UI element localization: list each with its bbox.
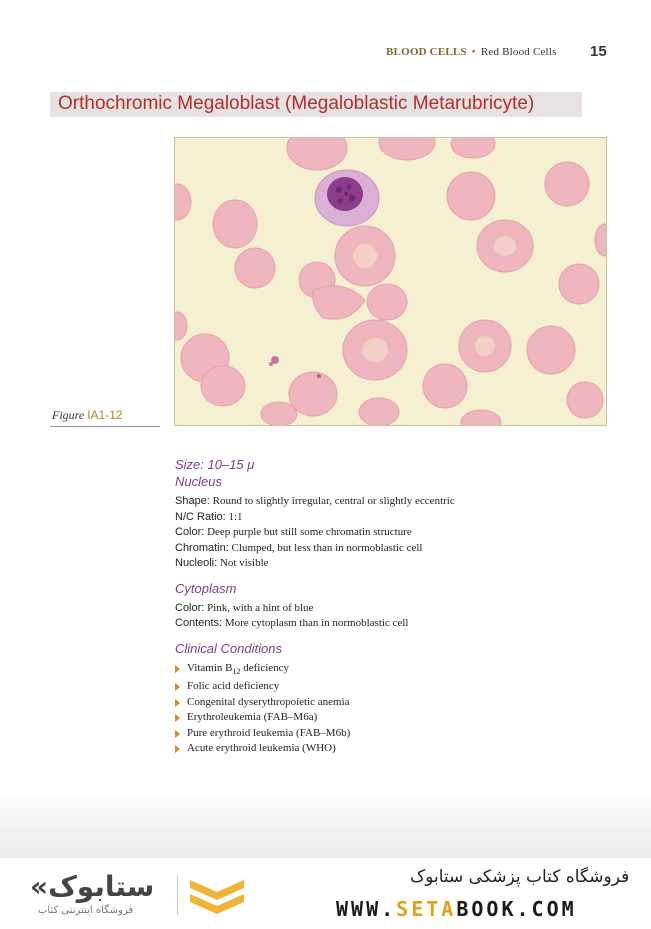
content-area (175, 456, 595, 757)
bullet-icon (175, 665, 180, 673)
page-title: Orthochromic Megaloblast (Megaloblastic Metarubricyte) (58, 93, 535, 114)
micrograph-image (174, 137, 607, 426)
bullet-icon (175, 745, 180, 753)
cytoplasm-row-color (175, 601, 595, 617)
bullet-icon (175, 730, 180, 738)
cytoplasm-color-key: Color: (175, 601, 205, 614)
size-heading: Size: 10–15 μ (175, 457, 255, 472)
nucleus-heading: Nucleus (175, 474, 222, 489)
logo-divider (177, 875, 178, 915)
figure-label (52, 408, 123, 423)
logo-text[interactable]: «ستابوک (30, 870, 155, 903)
list-item (175, 679, 595, 695)
page-number: 15 (590, 43, 607, 60)
cytoplasm-heading: Cytoplasm (175, 580, 237, 596)
nucleus-color-key: Color: (175, 526, 205, 538)
list-item (175, 726, 595, 742)
header-separator: • (471, 46, 476, 58)
nucleus-row-color (175, 525, 595, 541)
figure-number: IA1-12 (87, 408, 123, 422)
chromatin-value: Clumped, but less than in normoblastic cell (228, 541, 423, 554)
cytoplasm-row-contents (175, 616, 595, 632)
clinical-item-text: Folic acid deficiency (187, 680, 280, 693)
contents-value: More cytoplasm than in normoblastic cell (222, 617, 409, 629)
cytoplasm-color-value: Pink, with a hint of blue (204, 601, 314, 614)
header-section-label: BLOOD CELLS (386, 46, 467, 58)
list-item (175, 695, 595, 711)
bullet-icon (175, 683, 180, 691)
page-fade (0, 790, 651, 860)
bullet-icon (175, 714, 180, 722)
figure-prefix: Figure (52, 408, 85, 422)
nucleus-row-nucleoli (175, 556, 595, 572)
b12-suffix: deficiency (240, 661, 290, 674)
clinical-item-text: Congenital dyserythropoietic anemia (187, 695, 350, 708)
url-post: BOOK.COM (456, 897, 577, 921)
chromatin-key: Chromatin: (175, 541, 229, 554)
nucleus-row-chromatin (175, 541, 595, 557)
b12-prefix: Vitamin B (187, 661, 233, 674)
shape-key: Shape: (175, 495, 210, 507)
list-item (175, 741, 595, 757)
store-url[interactable] (336, 897, 577, 921)
contents-key: Contents: (175, 617, 223, 629)
store-name: فروشگاه کتاب پزشکی ستابوک (410, 867, 630, 887)
b12-sub: 12 (232, 666, 241, 676)
nucleus-color-value: Deep purple but still some chromatin structure (204, 526, 412, 538)
list-item (175, 661, 595, 680)
clinical-item-text: Erythroleukemia (FAB–M6a) (187, 711, 318, 724)
logo-subtitle: فروشگاه اینترنتی کتاب (38, 905, 134, 916)
header-subsection: Red Blood Cells (480, 46, 557, 58)
shape-value: Round to slightly irregular, central or slightly eccentric (209, 495, 455, 507)
clinical-item-text: Pure erythroid leukemia (FAB–M6b) (187, 726, 351, 739)
clinical-heading: Clinical Conditions (175, 640, 282, 656)
nc-ratio-key: N/C Ratio: (175, 510, 226, 523)
bullet-icon (175, 699, 180, 707)
nucleoli-key: Nucleoli: (175, 557, 218, 569)
header-section (386, 46, 557, 58)
url-highlight: SETA (396, 897, 457, 921)
url-pre: WWW. (336, 897, 397, 921)
list-item (175, 710, 595, 726)
logo-chevron-icon (186, 876, 248, 918)
nucleus-row-nc-ratio (175, 510, 595, 526)
figure-rule (50, 426, 160, 427)
nucleoli-value: Not visible (217, 557, 269, 569)
clinical-list (175, 661, 595, 757)
clinical-item-text: Acute erythroid leukemia (WHO) (187, 742, 336, 755)
nucleus-row-shape (175, 494, 595, 510)
cytoplasm-rows (175, 601, 595, 632)
nc-ratio-value: 1:1 (225, 510, 243, 523)
micrograph-svg (175, 138, 607, 426)
nucleus-rows (175, 494, 595, 572)
